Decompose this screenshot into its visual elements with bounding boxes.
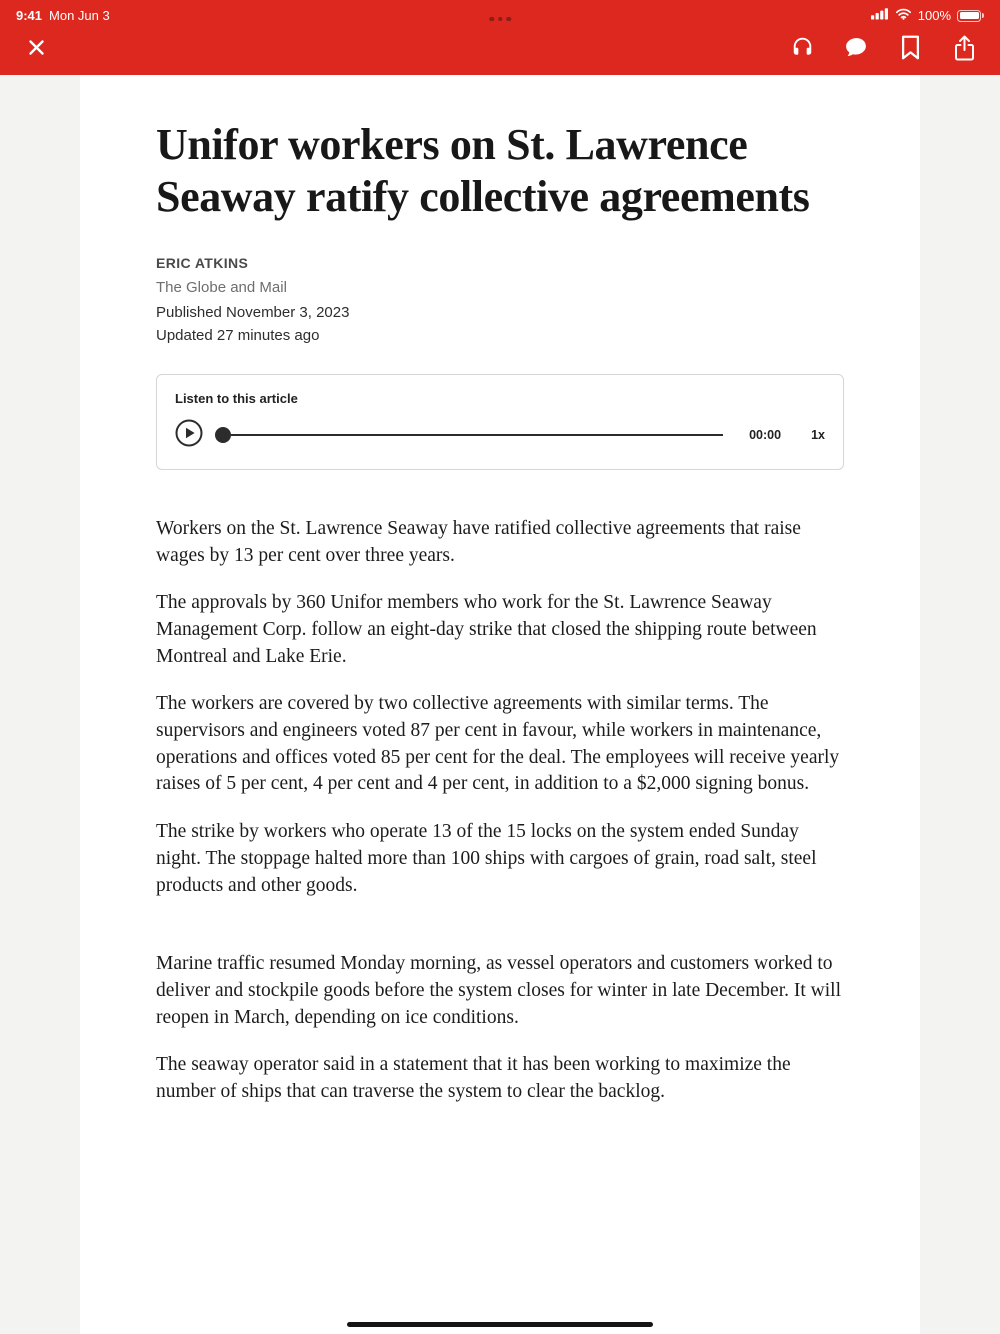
cellular-signal-icon bbox=[871, 8, 889, 23]
article-paragraph: Workers on the St. Lawrence Seaway have ratified collective agreements that raise wages by 13 per cent over three years. bbox=[156, 517, 801, 566]
comment-bubble-icon bbox=[844, 35, 869, 63]
close-button[interactable] bbox=[18, 31, 54, 67]
status-bar bbox=[0, 0, 1000, 27]
battery-icon bbox=[957, 10, 984, 22]
article-paragraph: The approvals by 360 Unifor members who work for the St. Lawrence Seaway Management Corp. follow an eight-day strike that closed the shipping route between Montreal and Lake Erie. bbox=[156, 592, 817, 667]
article-source: The Globe and Mail bbox=[156, 278, 287, 296]
listen-button[interactable] bbox=[784, 31, 820, 67]
share-button[interactable] bbox=[946, 31, 982, 67]
status-date: Mon Jun 3 bbox=[49, 8, 110, 23]
status-time: 9:41 bbox=[16, 8, 43, 23]
slider-thumb[interactable] bbox=[215, 427, 231, 443]
app-header bbox=[0, 0, 1000, 75]
audio-player-label: Listen to this article bbox=[175, 390, 298, 406]
article-title: Unifor workers on St. Lawrence Seaway ratify collective agreements bbox=[156, 120, 810, 221]
toolbar bbox=[0, 27, 1000, 75]
article-author: ERIC ATKINS bbox=[156, 254, 249, 271]
audio-elapsed-time: 00:00 bbox=[749, 427, 782, 442]
comments-button[interactable] bbox=[838, 31, 874, 67]
multitasking-dots-icon bbox=[489, 9, 511, 24]
audio-progress-slider[interactable] bbox=[215, 427, 723, 443]
audio-controls bbox=[175, 421, 825, 449]
playback-speed-button[interactable]: 1x bbox=[811, 427, 825, 442]
toolbar-actions bbox=[784, 31, 982, 67]
article-paragraph: The seaway operator said in a statement that it has been working to maximize the number of ships that can traverse the system to clear the backlog. bbox=[156, 1054, 791, 1103]
bookmark-button[interactable] bbox=[892, 31, 928, 67]
home-indicator[interactable] bbox=[347, 1322, 653, 1327]
status-left bbox=[16, 8, 110, 23]
wifi-icon bbox=[895, 8, 912, 23]
play-button[interactable] bbox=[175, 421, 203, 449]
battery-percentage: 100% bbox=[917, 8, 951, 23]
audio-player-card bbox=[156, 374, 844, 470]
article-paragraph: The strike by workers who operate 13 of the 15 locks on the system ended Sunday night. The stoppage halted more than 100 ships with cargoes of grain, road salt, steel products and other goods. bbox=[156, 821, 817, 896]
share-icon bbox=[953, 35, 976, 64]
article-body bbox=[156, 516, 844, 1106]
play-icon bbox=[175, 419, 203, 450]
slider-track bbox=[231, 434, 723, 436]
article-view bbox=[80, 75, 920, 1334]
close-icon bbox=[28, 39, 45, 59]
bookmark-icon bbox=[900, 35, 921, 63]
article-published-date: Published November 3, 2023 bbox=[156, 303, 350, 321]
article-paragraph: Marine traffic resumed Monday morning, as vessel operators and customers worked to deliver and stockpile goods before the system closes for winter in late December. It will reopen in March, depending on ice conditions. bbox=[156, 953, 842, 1028]
headphones-icon bbox=[790, 35, 815, 63]
article-updated-time: Updated 27 minutes ago bbox=[156, 326, 320, 344]
article-paragraph: The workers are covered by two collective agreements with similar terms. The supervisors and engineers voted 87 per cent in favour, while workers in maintenance, operations and offices voted 85 per cent for the deal. The employees will receive yearly raises of 5 per cent, 4 per cent and 4 per cent, in addition to a $2,000 signing bonus. bbox=[156, 693, 840, 795]
byline bbox=[156, 255, 844, 344]
status-right bbox=[871, 8, 984, 23]
